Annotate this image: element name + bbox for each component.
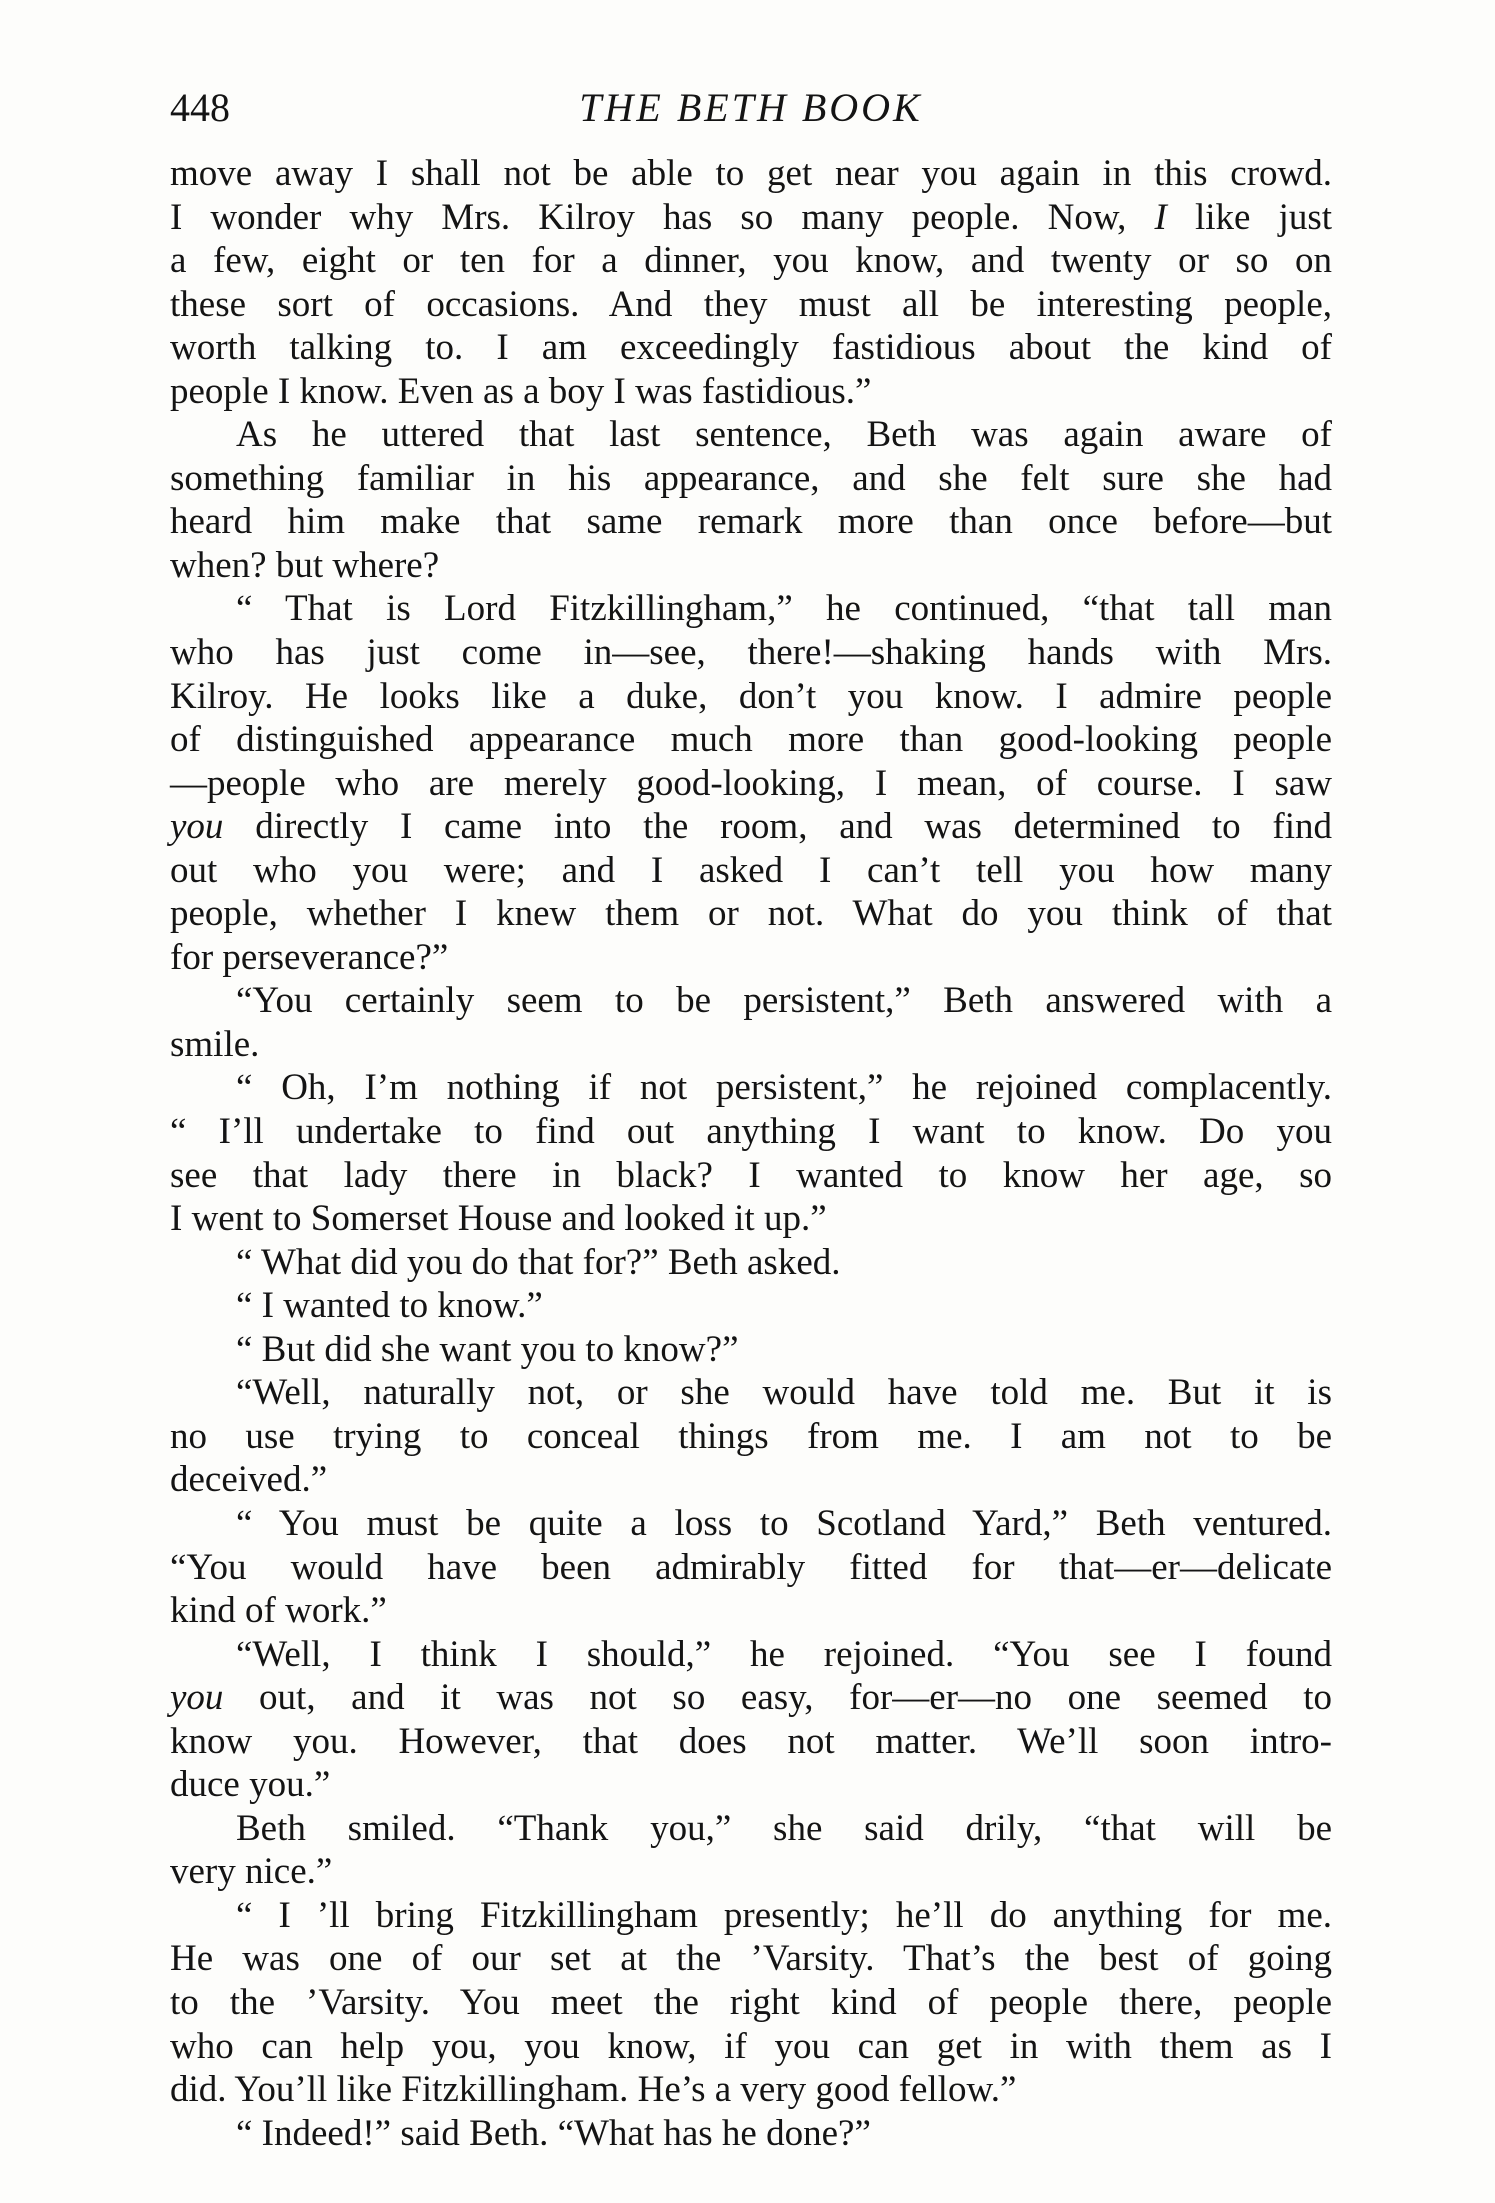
text-line: “ I wanted to know.” <box>236 1285 543 1327</box>
text-line: see that lady there in black? I wanted to know her age, so <box>170 1154 1332 1196</box>
text-line: for perseverance?” <box>170 936 449 978</box>
emphasis: you <box>170 806 224 848</box>
text-line: out who you were; and I asked I can’t tell you how many <box>170 849 1332 891</box>
text-line: people I know. Even as a boy I was fastidious.” <box>170 370 872 412</box>
text-line: —people who are merely good-looking, I mean, of course. I saw <box>170 762 1332 804</box>
text-line: to the ’Varsity. You meet the right kind of people there, people <box>170 1981 1332 2023</box>
text-line <box>170 196 1332 240</box>
text-line: As he uttered that last sentence, Beth was again aware of <box>236 414 1332 456</box>
text-line: deceived.” <box>170 1459 328 1501</box>
text-line: very nice.” <box>170 1851 333 1893</box>
text-line: no use trying to conceal things from me. I am not to be <box>170 1415 1332 1457</box>
text-line: “You would have been admirably fitted for that—er—delicate <box>170 1546 1332 1588</box>
text-line: know you. However, that does not matter. We’ll soon intro- <box>170 1720 1332 1762</box>
text-line: He was one of our set at the ’Varsity. That’s the best of going <box>170 1938 1332 1980</box>
text-line: of distinguished appearance much more than good-looking people <box>170 719 1332 761</box>
text-segment: like just <box>1166 196 1333 238</box>
emphasis: I <box>1154 196 1167 238</box>
text-line: “You certainly seem to be persistent,” Beth answered with a <box>236 980 1332 1022</box>
text-line: who can help you, you know, if you can get in with them as I <box>170 2025 1332 2067</box>
text-line: these sort of occasions. And they must all be interesting people, <box>170 283 1332 325</box>
running-title: THE BETH BOOK <box>579 85 923 130</box>
text-line: “Well, naturally not, or she would have told me. But it is <box>236 1372 1332 1414</box>
text-line: move away I shall not be able to get near you again in this crowd. <box>170 153 1332 194</box>
page-header <box>170 78 1332 138</box>
text-line: “ Indeed!” said Beth. “What has he done?” <box>236 2112 871 2154</box>
text-line: I went to Somerset House and looked it up.” <box>170 1198 827 1240</box>
text-line: “ You must be quite a loss to Scotland Yard,” Beth ventured. <box>236 1502 1332 1544</box>
text-line: smile. <box>170 1023 260 1065</box>
text-line: did. You’ll like Fitzkillingham. He’s a very good fellow.” <box>170 2069 1017 2111</box>
text-segment: I wonder why Mrs. Kilroy has so many people. Now, <box>170 196 1127 238</box>
text-line: “ That is Lord Fitzkillingham,” he continued, “that tall man <box>236 588 1332 630</box>
body-text <box>170 152 1332 2155</box>
text-line: Beth smiled. “Thank you,” she said drily, “that will be <box>236 1807 1332 1849</box>
text-line <box>170 1676 1332 1720</box>
text-segment: out, and it was not so easy, for—er—no one seemed to <box>223 1677 1332 1719</box>
text-line: kind of work.” <box>170 1590 387 1632</box>
text-line: “ I ’ll bring Fitzkillingham presently; he’ll do anything for me. <box>236 1894 1332 1936</box>
text-line: people, whether I knew them or not. What do you think of that <box>170 893 1332 935</box>
emphasis: you <box>170 1677 224 1719</box>
text-line: “ I’ll undertake to find out anything I want to know. Do you <box>170 1111 1332 1153</box>
text-segment: directly I came into the room, and was determined to find <box>223 806 1332 848</box>
text-line: who has just come in—see, there!—shaking hands with Mrs. <box>170 632 1332 674</box>
text-line: “ What did you do that for?” Beth asked. <box>236 1241 841 1283</box>
text-line: “ Oh, I’m nothing if not persistent,” he rejoined complacently. <box>236 1067 1332 1109</box>
page-number: 448 <box>170 85 230 130</box>
text-line: a few, eight or ten for a dinner, you know, and twenty or so on <box>170 240 1332 282</box>
text-line: “ But did she want you to know?” <box>236 1328 739 1370</box>
text-line: heard him make that same remark more than once before—but <box>170 501 1332 543</box>
text-line: Kilroy. He looks like a duke, don’t you know. I admire people <box>170 675 1332 717</box>
text-line: something familiar in his appearance, and she felt sure she had <box>170 457 1332 499</box>
text-line: worth talking to. I am exceedingly fastidious about the kind of <box>170 327 1332 369</box>
text-line <box>170 805 1332 849</box>
text-line: duce you.” <box>170 1764 331 1806</box>
text-line: “Well, I think I should,” he rejoined. “You see I found <box>236 1633 1332 1675</box>
text-line: when? but where? <box>170 544 440 586</box>
